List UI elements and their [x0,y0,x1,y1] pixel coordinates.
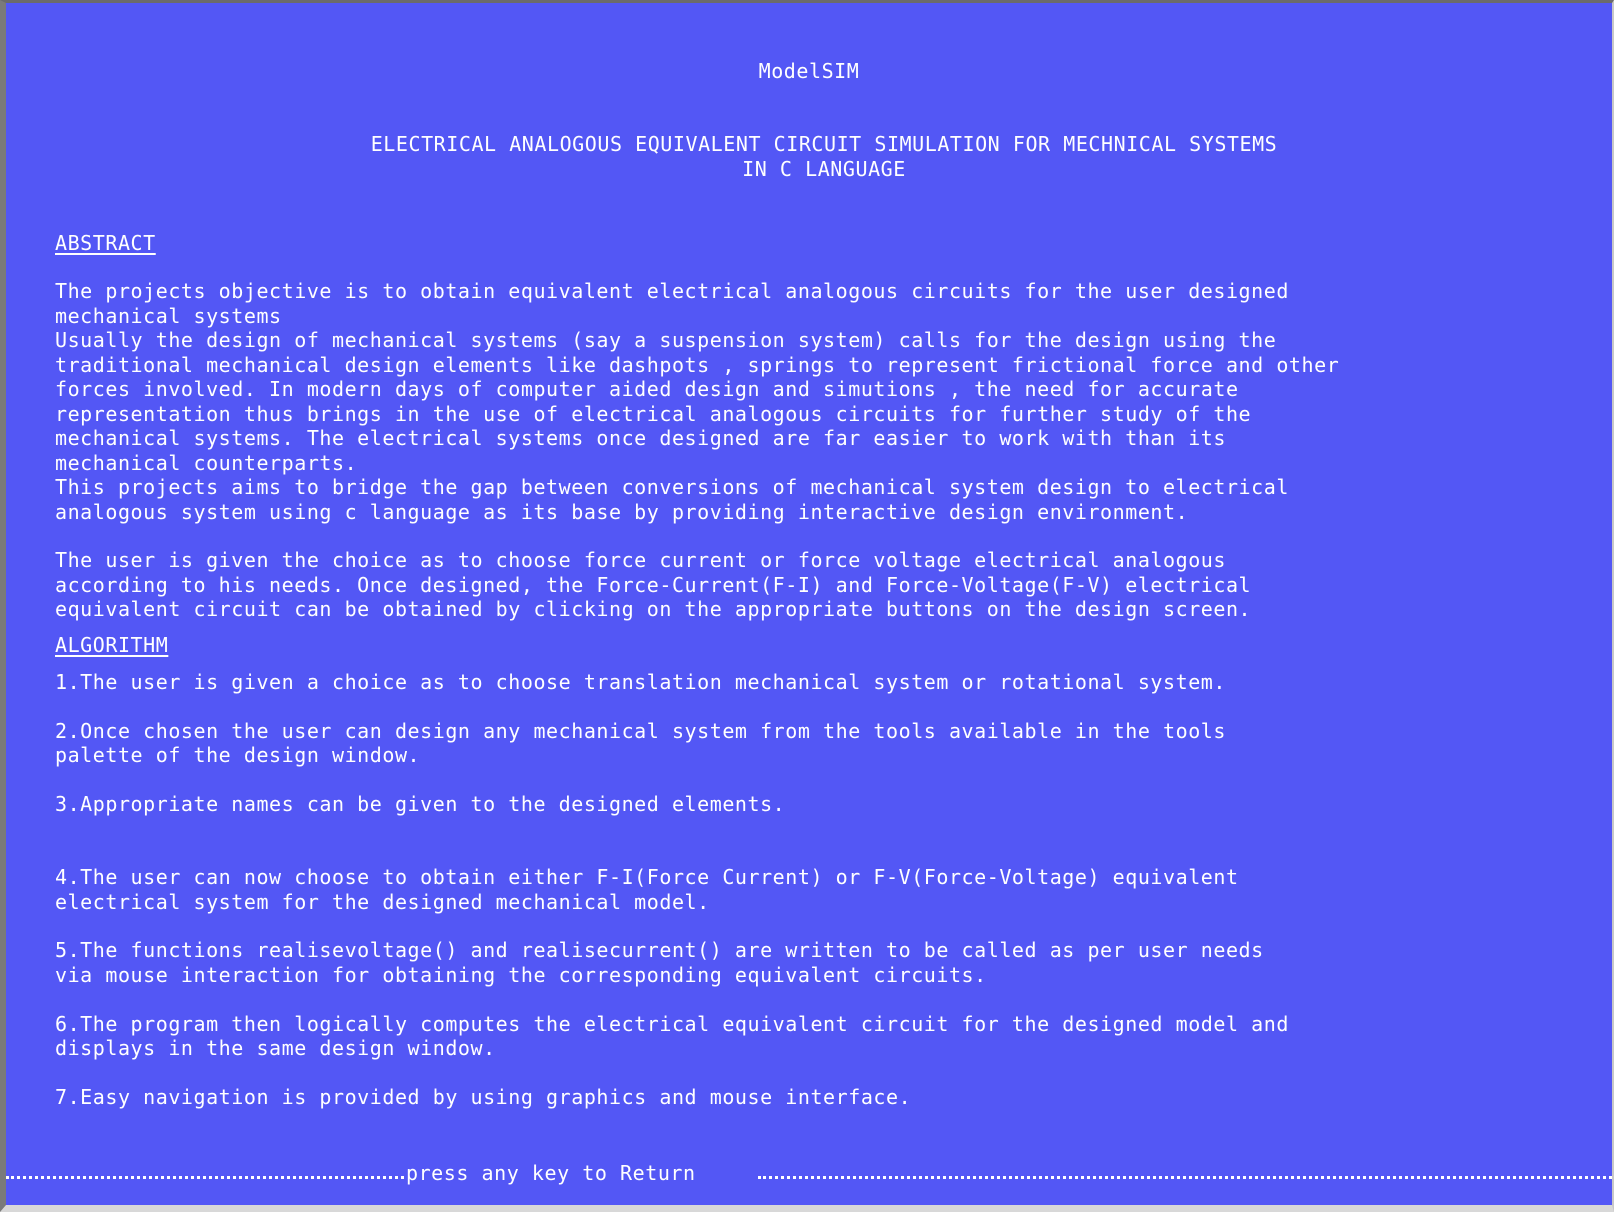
abstract-line: Usually the design of mechanical systems (say a suspension system) calls for the design using the [55,328,1277,352]
algorithm-heading: ALGORITHM [55,633,169,657]
algorithm-step: 4.The user can now choose to obtain either F-I(Force Current) or F-V(Force-Voltage) equivalent [55,865,1239,889]
project-title-line-1: ELECTRICAL ANALOGOUS EQUIVALENT CIRCUIT SIMULATION FOR MECHNICAL SYSTEMS [370,132,1278,156]
abstract-line: according to his needs. Once designed, the Force-Current(F-I) and Force-Voltage(F-V) electrical [55,573,1252,597]
abstract-line: forces involved. In modern days of computer aided design and simutions , the need for accurate [55,377,1239,401]
project-title-line-2: IN C LANGUAGE [742,157,906,181]
algorithm-step: 6.The program then logically computes the electrical equivalent circuit for the designed model and [55,1012,1289,1036]
abstract-line: mechanical counterparts. [55,451,358,475]
algorithm-step: 3.Appropriate names can be given to the designed elements. [55,792,786,816]
abstract-line: representation thus brings in the use of electrical analogous circuits for further study of the [55,402,1252,426]
abstract-line: This projects aims to bridge the gap between conversions of mechanical system design to electrical [55,475,1289,499]
algorithm-step: 2.Once chosen the user can design any mechanical system from the tools available in the tools [55,719,1226,743]
algorithm-step-continued: palette of the design window. [55,743,421,767]
algorithm-step-continued: via mouse interaction for obtaining the corresponding equivalent circuits. [55,963,987,987]
abstract-line: analogous system using c language as its base by providing interactive design environment. [55,500,1189,524]
abstract-heading: ABSTRACT [55,231,156,255]
return-prompt: press any key to Return [406,1161,696,1185]
app-title: ModelSIM [758,59,860,83]
dotted-rule-left [6,1161,404,1186]
algorithm-step: 5.The functions realisevoltage() and realisecurrent() are written to be called as per user needs [55,938,1264,962]
algorithm-step: 7.Easy navigation is provided by using graphics and mouse interface. [55,1085,912,1109]
algorithm-step: 1.The user is given a choice as to choose translation mechanical system or rotational system. [55,670,1226,694]
abstract-line: equivalent circuit can be obtained by clicking on the appropriate buttons on the design screen. [55,597,1252,621]
abstract-line: mechanical systems. The electrical systems once designed are far easier to work with than its [55,426,1226,450]
algorithm-step-continued: displays in the same design window. [55,1036,496,1060]
dotted-rule-right [758,1161,1612,1186]
return-prompt-bar[interactable] [6,1161,1612,1186]
algorithm-step-continued: electrical system for the designed mechanical model. [55,890,710,914]
abstract-line: The user is given the choice as to choose force current or force voltage electrical analogous [55,548,1226,572]
abstract-line: traditional mechanical design elements like dashpots , springs to represent frictional force and other [55,353,1340,377]
abstract-line: mechanical systems [55,304,282,328]
abstract-line: The projects objective is to obtain equivalent electrical analogous circuits for the user designed [55,279,1289,303]
